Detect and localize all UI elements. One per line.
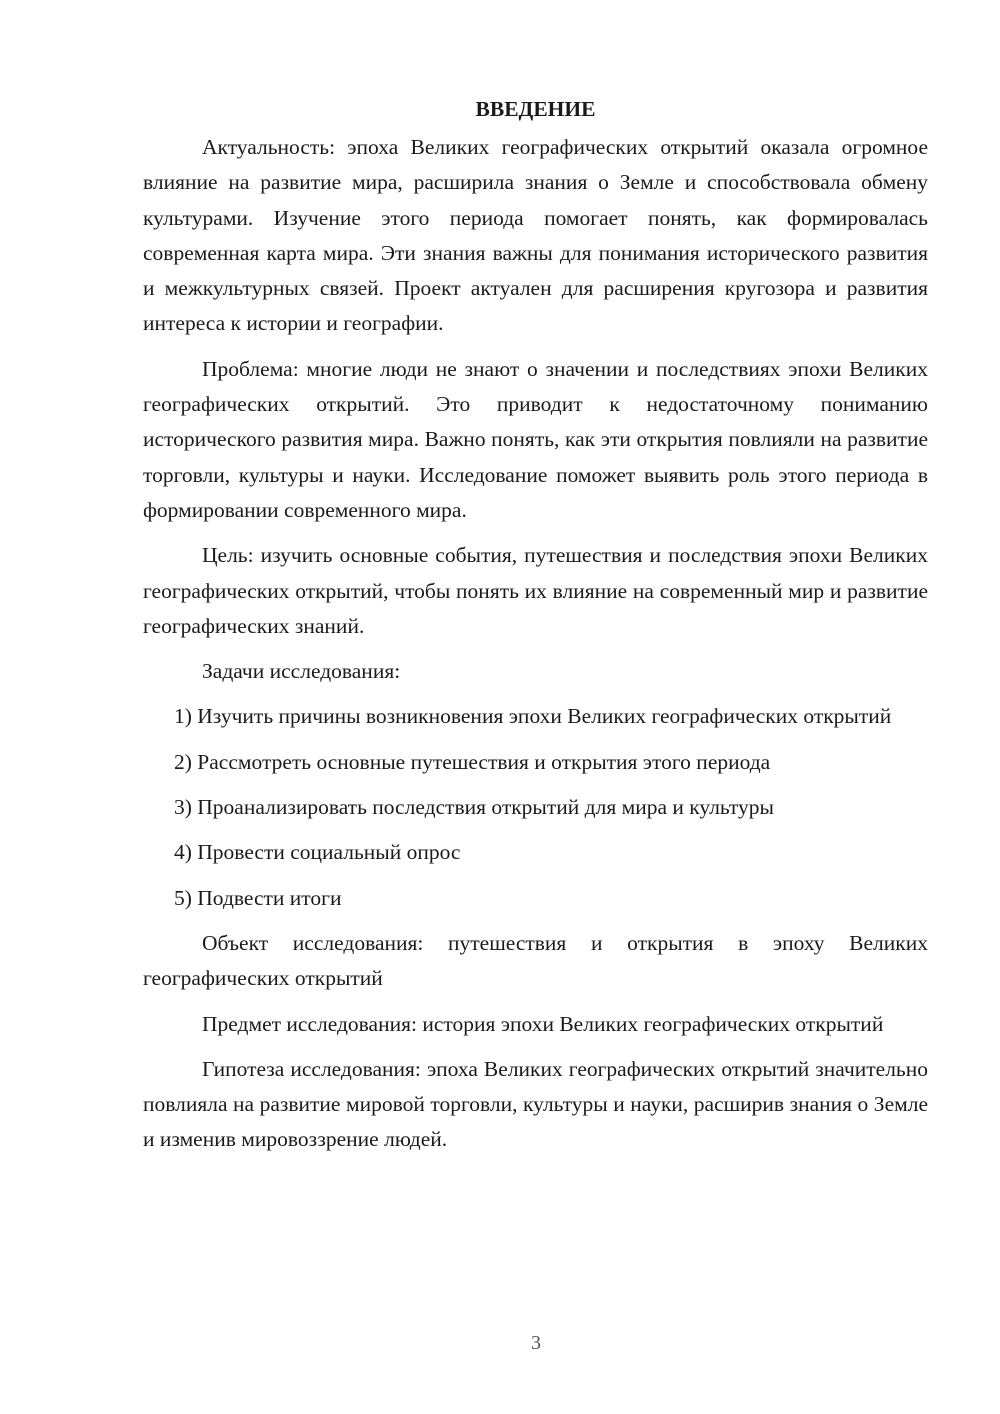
page-number: 3 (531, 1332, 541, 1354)
hypothesis-paragraph: Гипотеза исследования: эпоха Великих географических открытий значительно повлияла на развитие мировой торговли, культуры и науки, расширив знания о Земле и изменив мировоззрение людей. (143, 1056, 928, 1152)
tasks-heading: Задачи исследования: (202, 659, 401, 684)
object-paragraph: Объект исследования: путешествия и открытия в эпоху Великих географических открытий (143, 930, 928, 991)
tasks-list (143, 699, 928, 915)
goal-paragraph: Цель: изучить основные события, путешествия и последствия эпохи Великих географических открытий, чтобы понять их влияние на современный мир и развитие географических знаний. (143, 543, 928, 638)
task-item: 1) Изучить причины возникновения эпохи Великих географических открытий (174, 704, 892, 729)
task-item: 5) Подвести итоги (174, 885, 342, 910)
task-item: 4) Провести социальный опрос (174, 840, 461, 865)
relevance-paragraph: Актуальность: эпоха Великих географических открытий оказала огромное влияние на развитие мира, расширила знания о Земле и способствовала обмену культурами. Изучение этого периода помогает понять, как формировалась современная карта мира. Эти знания важны для понимания исторического развития и межкультурных связей. Проект актуален для расширения кругозора и развития интереса к истории и географии. (143, 135, 928, 336)
subject-paragraph: Предмет исследования: история эпохи Великих географических открытий (202, 1011, 884, 1036)
page-title: ВВЕДЕНИЕ (475, 97, 596, 121)
task-item: 2) Рассмотреть основные путешествия и открытия этого периода (174, 749, 771, 774)
problem-paragraph: Проблема: многие люди не знают о значении и последствиях эпохи Великих географических открытий. Это приводит к недостаточному пониманию исторического развития мира. Важно понять, как эти открытия повлияли на развитие торговли, культуры и науки. Исследование поможет выявить роль этого периода в формировании современного мира. (143, 356, 928, 522)
task-item: 3) Проанализировать последствия открытий для мира и культуры (174, 795, 774, 820)
document-page (143, 92, 928, 1158)
